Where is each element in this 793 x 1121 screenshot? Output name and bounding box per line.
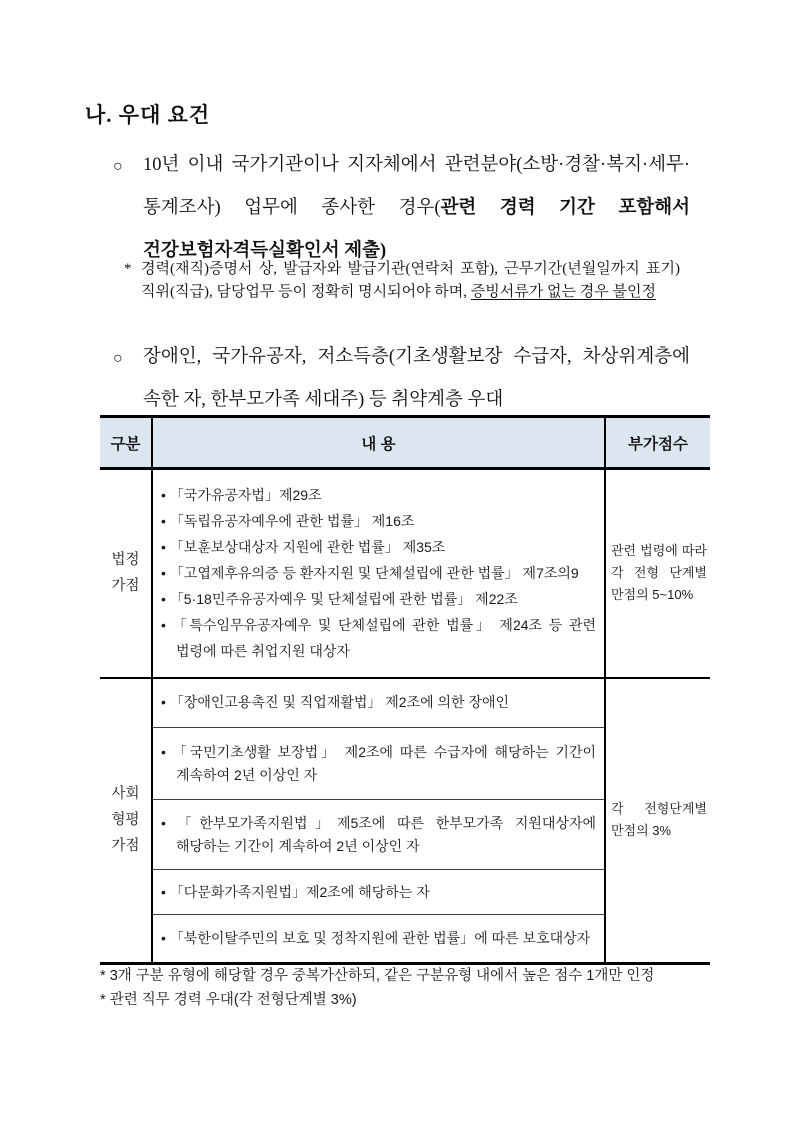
dot-bullet-icon: • bbox=[161, 513, 166, 530]
law-item: • 「국가유공자법」제29조 bbox=[161, 487, 322, 504]
law-item: • 「국민기초생활 보장법」 제2조에 따른 수급자에 해당하는 기간이 계속하여 2년 이상인 자 bbox=[161, 743, 596, 783]
bullet-item-vulnerable-groups bbox=[113, 336, 690, 422]
header-category: 구분 bbox=[100, 417, 152, 469]
note-text bbox=[124, 258, 680, 303]
law-item: • 「특수임무유공자예우 및 단체설립에 관한 법률」 제24조 등 관련 법령에 따른 취업지원 대상자 bbox=[161, 617, 597, 660]
footnote-line: * 관련 직무 경력 우대(각 전형단계별 3%) bbox=[100, 992, 357, 1008]
law-item: • 「고엽제후유의증 등 환자지원 및 단체설립에 관한 법률」 제7조의9 bbox=[161, 565, 579, 582]
table-row-social-1 bbox=[100, 678, 710, 728]
table-footnotes bbox=[100, 964, 712, 1012]
dot-bullet-icon: • bbox=[161, 743, 166, 760]
law-item: • 「북한이탈주민의 보호 및 정착지원에 관한 법률」에 따른 보호대상자 bbox=[161, 930, 591, 946]
law-item: • 「장애인고용촉진 및 직업재활법」 제2조에 의한 장애인 bbox=[161, 694, 510, 711]
note-text-underlined: 증빙서류가 없는 경우 불인정 bbox=[470, 283, 656, 300]
table-row-legal-points bbox=[100, 469, 710, 678]
dot-bullet-icon: • bbox=[161, 883, 166, 900]
dot-bullet-icon: • bbox=[161, 617, 166, 634]
score-cell-social: 각 전형단계별 만점의 3% bbox=[605, 678, 710, 964]
header-score: 부가점수 bbox=[605, 417, 710, 469]
score-cell-legal: 관련 법령에 따라 각 전형 단계별 만점의 5~10% bbox=[605, 469, 710, 678]
law-item: • 「보훈보상대상자 지원에 관한 법률」 제35조 bbox=[161, 539, 446, 556]
section-title: 나. 우대 요건 bbox=[85, 103, 211, 127]
note-text-normal: 경력(재직)증명서 상, 발급자와 발급기관(연락처 포함), 근무기간(년월일까지 표기) 직위(직급), 담당업무 등이 정확히 명시되어야 하며, bbox=[141, 261, 680, 300]
category-line: 가점 bbox=[111, 578, 140, 595]
legal-items-cell bbox=[152, 469, 605, 678]
social-item-cell bbox=[152, 678, 605, 728]
social-item-cell bbox=[152, 915, 605, 964]
social-item-cell bbox=[152, 728, 605, 800]
bullet-text-bold: 관련 경력 기간 포함해서 건강보험자격득실확인서 제출) bbox=[143, 198, 690, 261]
law-item: • 「다문화가족지원법」제2조에 해당하는 자 bbox=[161, 883, 430, 900]
category-line: 사회 bbox=[111, 786, 140, 803]
law-item: • 「5·18민주유공자예우 및 단체설립에 관한 법률」 제22조 bbox=[161, 591, 518, 608]
social-item-cell bbox=[152, 870, 605, 915]
law-item: • 「독립유공자예우에 관한 법률」 제16조 bbox=[161, 513, 415, 530]
law-item: • 「한부모가족지원법」제5조에 따른 한부모가족 지원대상자에 해당하는 기간이 계속하여 2년 이상인 자 bbox=[161, 814, 597, 854]
dot-bullet-icon: • bbox=[161, 814, 166, 831]
category-line: 법정 bbox=[111, 552, 140, 569]
asterisk-icon: * bbox=[100, 968, 106, 984]
dot-bullet-icon: • bbox=[161, 930, 166, 946]
dot-bullet-icon: • bbox=[161, 539, 166, 556]
asterisk-icon: * bbox=[124, 261, 132, 277]
category-cell-social bbox=[100, 678, 152, 964]
bonus-points-table bbox=[100, 415, 710, 965]
bullet-item-experience bbox=[113, 144, 690, 273]
footnote-career-certificate bbox=[124, 258, 680, 303]
circle-bullet-icon: ○ bbox=[113, 350, 123, 367]
bullet-text-normal: 10년 이내 국가기관이나 지자체에서 관련분야(소방·경찰·복지·세무·통계조사) 업무에 종사한 경우( bbox=[143, 155, 690, 218]
header-content: 내 용 bbox=[152, 417, 605, 469]
social-item-cell bbox=[152, 800, 605, 870]
footnote-line: * 3개 구분 유형에 해당할 경우 중복가산하되, 같은 구분유형 내에서 높은 점수 1개만 인정 bbox=[100, 968, 655, 984]
bullet-text bbox=[113, 144, 690, 273]
category-line: 형평 bbox=[111, 812, 140, 829]
bullet-text: 장애인, 국가유공자, 저소득층(기초생활보장 수급자, 차상위계층에 속한 자, 한부모가족 세대주) 등 취약계층 우대 bbox=[143, 347, 690, 410]
dot-bullet-icon: • bbox=[161, 591, 166, 608]
dot-bullet-icon: • bbox=[161, 565, 166, 582]
asterisk-icon: * bbox=[100, 992, 106, 1008]
category-line: 가점 bbox=[111, 838, 140, 855]
category-cell-legal bbox=[100, 469, 152, 678]
table-header-row bbox=[100, 417, 710, 469]
dot-bullet-icon: • bbox=[161, 487, 166, 504]
circle-bullet-icon: ○ bbox=[113, 158, 123, 175]
dot-bullet-icon: • bbox=[161, 694, 166, 711]
